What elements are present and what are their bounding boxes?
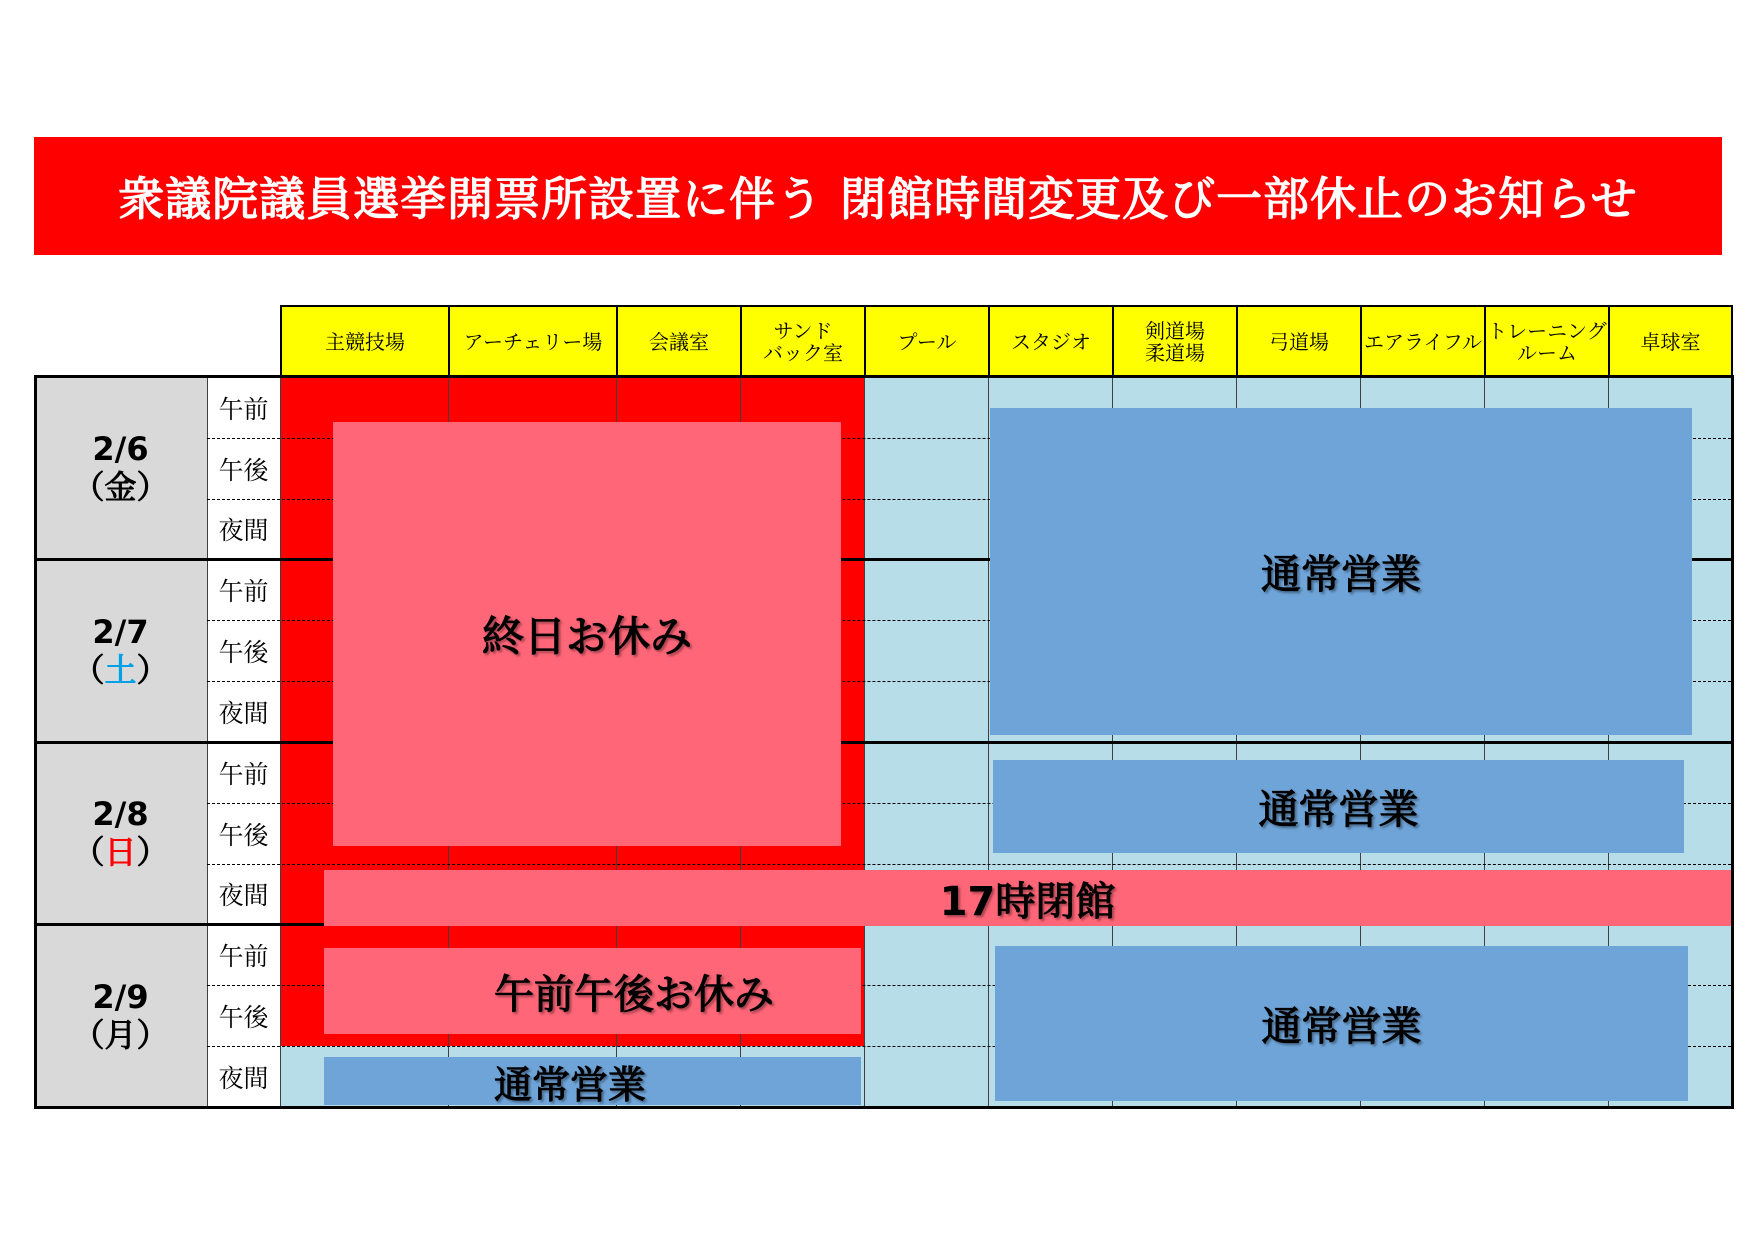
status-label: 終日お休み	[481, 612, 692, 661]
slot-cell: 午後	[207, 620, 280, 681]
header-cell	[1484, 305, 1610, 379]
weekday-char: 土	[104, 650, 137, 689]
header-cell	[280, 305, 450, 379]
header-cell	[1236, 305, 1362, 379]
header-label: エアライフル	[1364, 330, 1482, 354]
slot-cell: 夜間	[207, 864, 280, 924]
slot-cell: 午後	[207, 985, 280, 1046]
status-label: 通常営業	[1261, 1004, 1422, 1050]
header-label: 弓道場	[1269, 330, 1329, 354]
header-cell	[1608, 305, 1733, 379]
closed-am-pm-panel	[324, 948, 861, 1034]
header-label: 会議室	[649, 330, 709, 354]
slot-cell: 午前	[207, 559, 280, 620]
weekday-char: 月	[104, 1015, 137, 1054]
date-label: 2/9	[92, 977, 149, 1016]
header-cell	[448, 305, 618, 379]
normal-hours-panel	[324, 1057, 861, 1105]
normal-hours-panel	[993, 760, 1684, 853]
weekday-char: 金	[104, 468, 137, 506]
header-label: スタジオ	[1011, 330, 1091, 354]
slot-cell: 午後	[207, 438, 280, 499]
normal-hours-panel	[995, 946, 1688, 1101]
status-label: 17時閉館	[939, 878, 1116, 925]
header-cell	[1360, 305, 1486, 379]
slot-cell: 夜間	[207, 681, 280, 742]
weekday-label: （日）	[72, 833, 169, 871]
header-label: 卓球室	[1640, 330, 1701, 354]
slot-cell: 夜間	[207, 499, 280, 559]
slot-cell: 午前	[207, 742, 280, 803]
date-cell	[34, 559, 207, 742]
status-label: 通常営業	[494, 1062, 647, 1107]
date-cell	[34, 377, 207, 559]
weekday-label: （土）	[72, 650, 169, 689]
date-label: 2/7	[92, 612, 149, 651]
date-label: 2/8	[92, 795, 149, 833]
weekday-char: 日	[104, 833, 137, 871]
normal-hours-panel	[990, 408, 1692, 735]
status-label: 午前午後お休み	[494, 971, 774, 1018]
header-cell	[864, 305, 990, 379]
closed-all-day-panel	[333, 422, 841, 846]
weekday-label: （金）	[72, 468, 169, 506]
header-label: 剣道場 柔道場	[1145, 319, 1205, 365]
header-label: 主競技場	[325, 330, 405, 354]
status-label: 通常営業	[1261, 552, 1421, 598]
header-label: プール	[897, 330, 957, 354]
slot-cell: 午後	[207, 803, 280, 864]
header-label: サンド バック室	[763, 319, 843, 365]
closing-17-panel	[324, 870, 1731, 926]
slot-cell: 夜間	[207, 1046, 280, 1107]
status-label: 通常営業	[1258, 787, 1419, 833]
header-cell	[988, 305, 1114, 379]
header-cell	[740, 305, 866, 379]
weekday-label: （月）	[72, 1015, 169, 1054]
header-cell	[616, 305, 742, 379]
slot-cell: 午前	[207, 924, 280, 985]
page-title: 衆議院議員選挙開票所設置に伴う 閉館時間変更及び一部休止のお知らせ	[118, 172, 1638, 226]
slot-divider	[207, 864, 1731, 865]
header-cell	[1112, 305, 1238, 379]
date-label: 2/6	[92, 430, 149, 468]
header-label: トレーニング ルーム	[1487, 319, 1607, 365]
header-label: アーチェリー場	[463, 330, 603, 354]
day-divider	[34, 741, 1731, 744]
date-cell	[34, 742, 207, 924]
slot-cell: 午前	[207, 377, 280, 438]
date-cell	[34, 924, 207, 1107]
